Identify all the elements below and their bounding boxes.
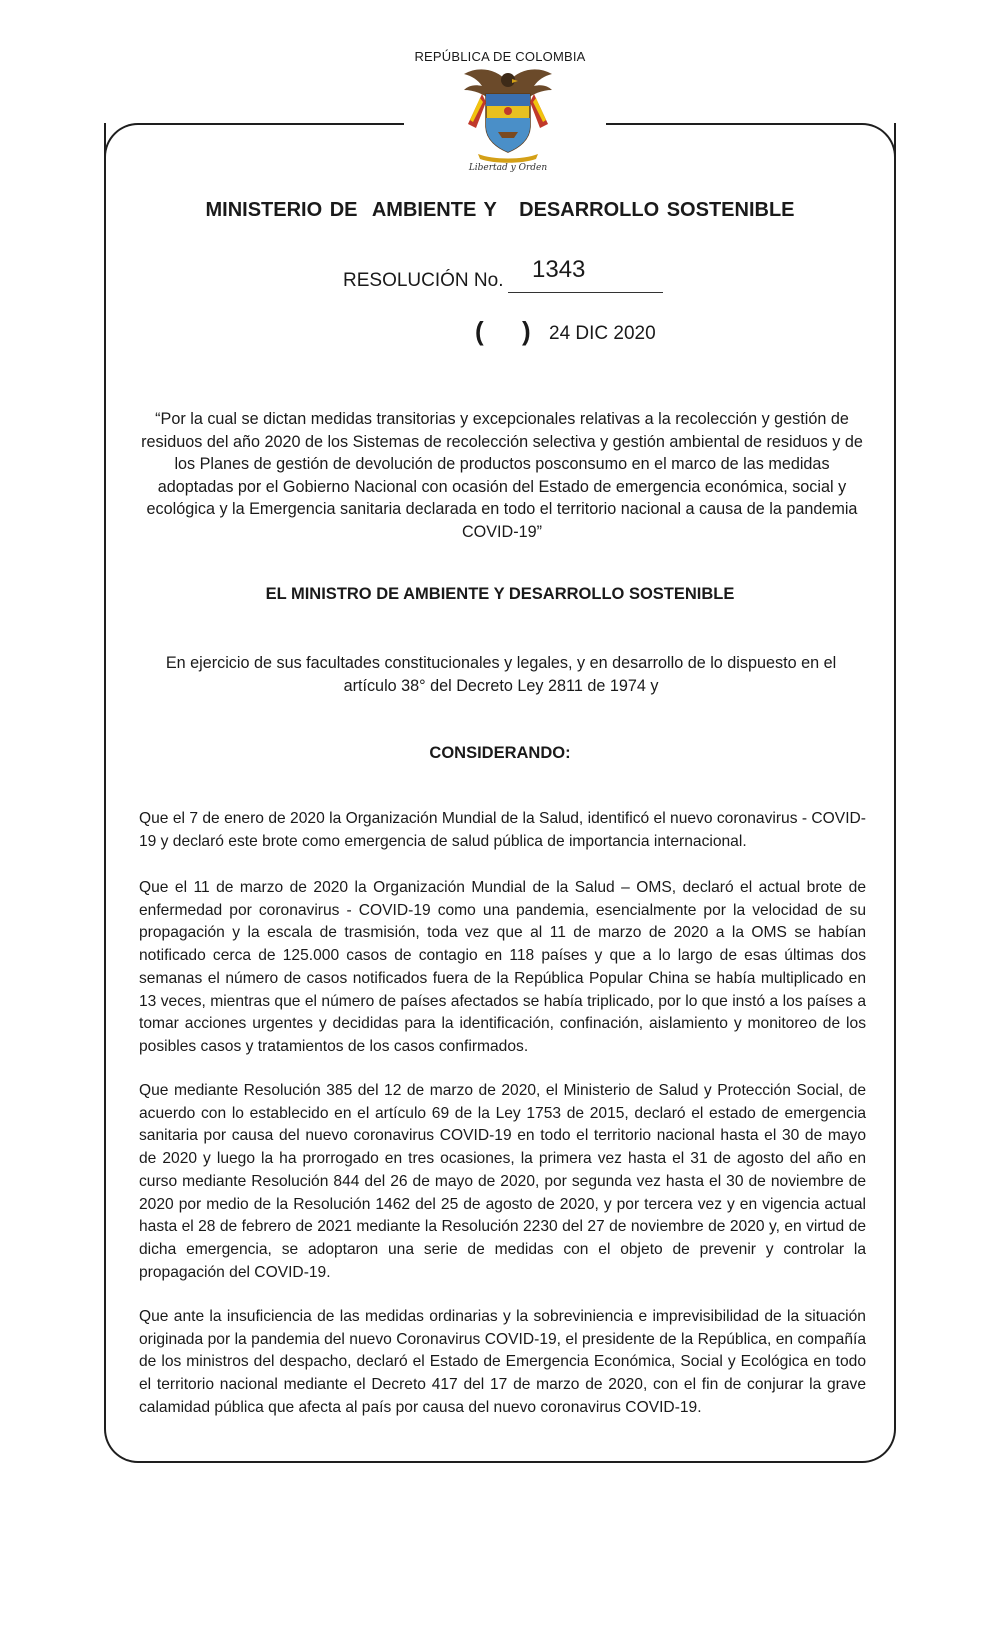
frame-top-left-edge — [104, 123, 404, 157]
considerando-heading: CONSIDERANDO: — [429, 744, 571, 762]
country-name: REPÚBLICA DE COLOMBIA — [414, 49, 586, 64]
resolution-number: 1343 — [532, 256, 586, 283]
considerando-paragraph: Que ante la insuficiencia de las medidas ordinarias y la sobreviniencia e imprevisibilidad de la situación originada por la pandemia del nuevo Coronavirus COVID-19, el presidente de la República, en compañía de los ministros del despacho, declaró el Estado de Emergencia Económica, Social y Ecológica en todo el territorio nacional mediante el Decreto 417 del 17 de marzo de 2020, con el fin de conjurar la grave calamidad pública que afecta al país por causa del nuevo coronavirus COVID-19. — [139, 1308, 866, 1416]
frame-top-right-edge — [606, 123, 896, 157]
considerando-paragraph: Que el 7 de enero de 2020 la Organización Mundial de la Salud, identificó el nuevo coronavirus - COVID-19 y declaró este brote como emergencia de salud pública de importancia internacional. — [139, 810, 866, 850]
minister-heading: EL MINISTRO DE AMBIENTE Y DESARROLLO SOSTENIBLE — [265, 585, 735, 603]
coat-of-arms-icon — [458, 64, 558, 172]
resolution-paren-open: ( — [475, 316, 484, 346]
considerando-paragraph: Que el 11 de marzo de 2020 la Organización Mundial de la Salud – OMS, declaró el actual brote de enfermedad por coronavirus - COVID-19 como una pandemia, esencialmente por la velocidad de su propagación y la escala de trasmisión, toda vez que al 11 de marzo de 2020 a la OMS se habían notificado cerca de 125.000 casos de contagio en 118 países y que a lo largo de esas últimas dos semanas el número de casos notificados fuera de la República Popular China se había multiplicado en 13 veces, mientras que el número de países afectados se había triplicado, por lo que instó a los países a tomar acciones urgentes y decididas para la identificación, confinación, aislamiento y monitoreo de los posibles casos y tratamientos de los casos confirmados. — [139, 879, 866, 1055]
ministry-title: MINISTERIO DE AMBIENTE Y DESARROLLO SOSTENIBLE — [205, 199, 795, 221]
resolution-date: 24 DIC 2020 — [549, 323, 656, 344]
resolution-paren-close: ) — [522, 316, 531, 346]
resolution-subject: “Por la cual se dictan medidas transitorias y excepcionales relativas a la recolección y gestión de residuos del año 2020 de los Sistemas de recolección selectiva y gestión ambiental de residuos y de los Planes de gestión de devolución de productos posconsumo en el marco de las medidas adoptadas por el Gobierno Nacional con ocasión del Estado de emergencia económica, social y ecológica y la Emergencia sanitaria declarada en todo el territorio nacional a causa de la pandemia COVID-19” — [141, 410, 863, 541]
considerando-paragraph: Que mediante Resolución 385 del 12 de marzo de 2020, el Ministerio de Salud y Protección Social, de acuerdo con lo establecido en el artículo 69 de la Ley 1753 de 2015, declaró el estado de emergencia sanitaria por causa del nuevo coronavirus COVID-19 en todo el territorio nacional hasta el 30 de mayo de 2020 y luego la ha prorrogado en tres ocasiones, la primera vez hasta el 31 de agosto del año en curso mediante Resolución 844 del 26 de mayo de 2020, por segunda vez hasta el 30 de noviembre de 2020 por medio de la Resolución 1462 del 25 de agosto de 2020, y por tercera vez y en vigencia actual hasta el 28 de febrero de 2021 mediante la Resolución 2230 del 27 de noviembre de 2020 y, en virtud de dicha emergencia, se adoptaron una serie de medidas con el objeto de prevenir y controlar la propagación del COVID-19. — [139, 1082, 866, 1281]
resolution-number-line — [508, 292, 663, 293]
seal-motto: Libertad y Orden — [468, 163, 548, 172]
resolution-label: RESOLUCIÓN No. — [343, 270, 504, 291]
faculties-statement: En ejercicio de sus facultades constitucionales y legales, y en desarrollo de lo dispuesto en el artículo 38° del Decreto Ley 2811 de 1974 y — [165, 654, 837, 695]
